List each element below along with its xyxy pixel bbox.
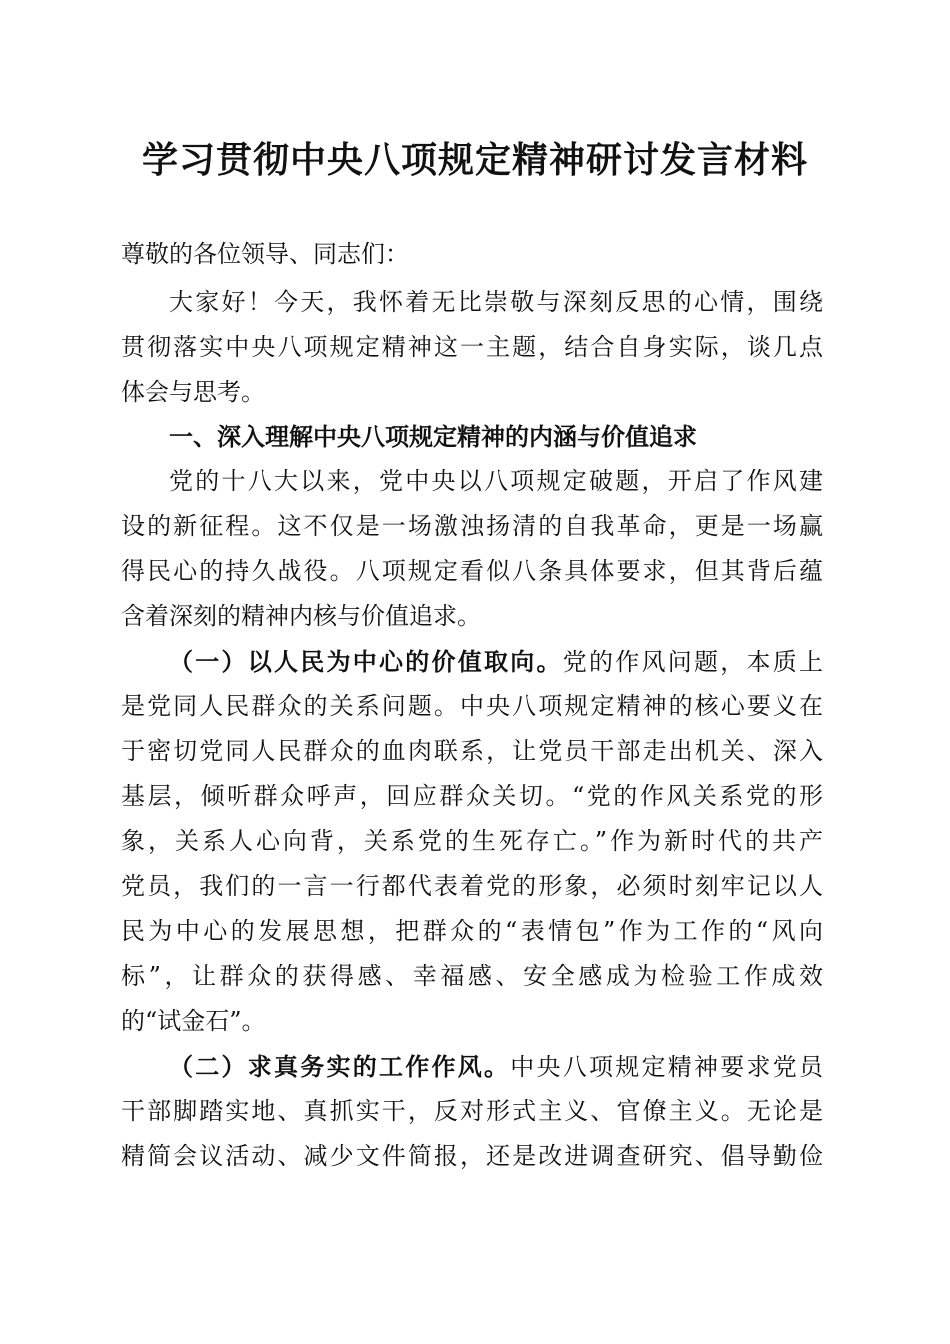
point-line: 民为中心的发展思想，把群众的“表情包”作为工作的“风向	[121, 917, 823, 945]
intro-line: 大家好！今天，我怀着无比崇敬与深刻反思的心情，围绕	[169, 288, 823, 316]
section-paragraph-line: 得民心的持久战役。八项规定看似八条具体要求，但其背后蕴	[121, 557, 823, 585]
point-lead: （二）求真务实的工作作风。	[169, 1052, 511, 1081]
point-line: 基层，倾听群众呼声，回应群众关切。“党的作风关系党的形	[121, 782, 823, 810]
point-line: 是党同人民群众的关系问题。中央八项规定精神的核心要义在	[121, 692, 823, 720]
point-lead: （一）以人民为中心的价值取向。	[169, 647, 563, 676]
point-text: 中央八项规定精神要求党员	[510, 1053, 823, 1081]
point-first-line	[169, 1044, 823, 1089]
point-line: 干部脚踏实地、真抓实干，反对形式主义、官僚主义。无论是	[121, 1097, 823, 1125]
point-line: 于密切党同人民群众的血肉联系，让党员干部走出机关、深入	[121, 737, 823, 765]
section-paragraph-line: 党的十八大以来，党中央以八项规定破题，开启了作风建	[169, 467, 823, 495]
point-line: 标”，让群众的获得感、幸福感、安全感成为检验工作成效	[121, 962, 823, 990]
intro-line: 贯彻落实中央八项规定精神这一主题，结合自身实际，谈几点	[121, 333, 823, 361]
point-first-line	[169, 639, 823, 684]
section-paragraph-line: 含着深刻的精神内核与价值追求。	[121, 602, 481, 630]
document-title: 学习贯彻中央八项规定精神研讨发言材料	[141, 139, 808, 181]
point-line: 象，关系人心向背，关系党的生死存亡。”作为新时代的共产	[121, 827, 823, 855]
point-line: 精简会议活动、减少文件简报，还是改进调查研究、倡导勤俭	[121, 1142, 823, 1170]
salutation: 尊敬的各位领导、同志们：	[121, 240, 409, 268]
section-paragraph-line: 设的新征程。这不仅是一场激浊扬清的自我革命，更是一场赢	[121, 512, 823, 540]
point-line: 党员，我们的一言一行都代表着党的形象，必须时刻牢记以人	[121, 872, 823, 900]
point-text: 党的作风问题，本质上	[562, 648, 823, 676]
point-line: 的“试金石”。	[121, 1007, 266, 1035]
section-heading: 一、深入理解中央八项规定精神的内涵与价值追求	[169, 422, 697, 451]
intro-line: 体会与思考。	[121, 378, 265, 406]
